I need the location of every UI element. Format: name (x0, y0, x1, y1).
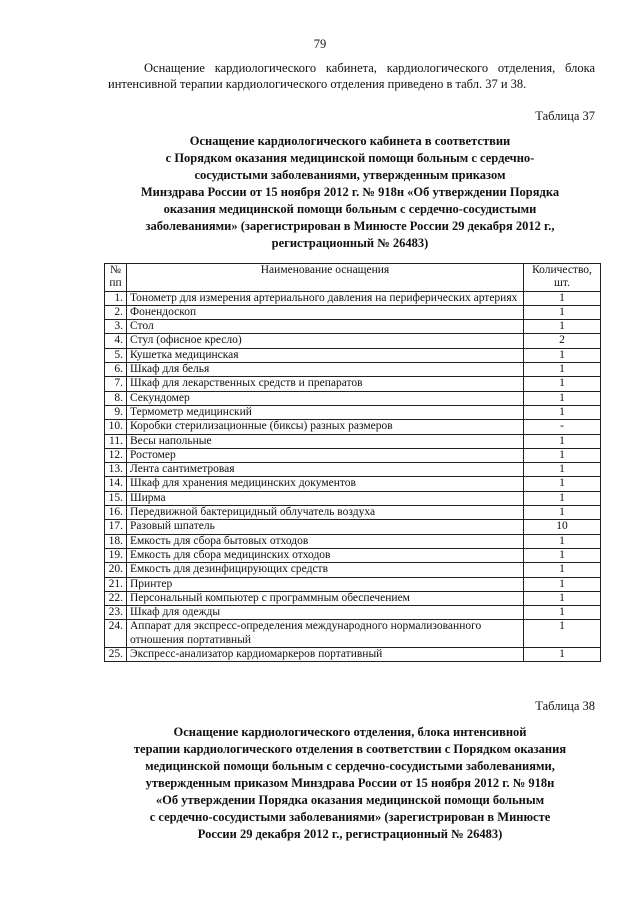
row-number: 19. (105, 548, 127, 562)
table-38-title (100, 724, 600, 843)
row-name: Принтер (127, 577, 524, 591)
row-name: Фонендоскоп (127, 305, 524, 319)
table-row (105, 534, 601, 548)
row-number: 25. (105, 648, 127, 662)
header-name: Наименование оснащения (127, 264, 524, 292)
row-quantity: 1 (524, 348, 601, 362)
row-name: Кушетка медицинская (127, 348, 524, 362)
table-38-title-line: медицинской помощи больным с сердечно-сосудистыми заболеваниями, (145, 759, 555, 773)
row-number: 1. (105, 291, 127, 305)
row-quantity: 1 (524, 377, 601, 391)
row-quantity: 1 (524, 506, 601, 520)
row-quantity: 1 (524, 434, 601, 448)
table-row (105, 506, 601, 520)
row-quantity: 1 (524, 534, 601, 548)
table-37-title-line: регистрационный № 26483) (271, 236, 429, 250)
table-header-row (105, 264, 601, 292)
row-name: Стол (127, 320, 524, 334)
row-quantity: 1 (524, 491, 601, 505)
row-number: 15. (105, 491, 127, 505)
row-quantity: 1 (524, 620, 601, 648)
table-row (105, 477, 601, 491)
header-num-line1: № (110, 264, 121, 276)
header-num (105, 264, 127, 292)
table-37-title-line: Минздрава России от 15 ноября 2012 г. № 918н «Об утверждении Порядка (140, 185, 560, 199)
row-number: 21. (105, 577, 127, 591)
page-number: 79 (313, 37, 327, 51)
row-quantity: 1 (524, 291, 601, 305)
row-name: Шкаф для белья (127, 363, 524, 377)
row-number: 11. (105, 434, 127, 448)
row-quantity: 1 (524, 363, 601, 377)
row-name: Шкаф для одежды (127, 606, 524, 620)
row-number: 18. (105, 534, 127, 548)
row-quantity: 1 (524, 405, 601, 419)
table-38-label: Таблица 38 (535, 699, 595, 713)
row-name: Тонометр для измерения артериального давления на периферических артериях (127, 291, 524, 305)
row-number: 2. (105, 305, 127, 319)
table-row (105, 377, 601, 391)
row-name: Секундомер (127, 391, 524, 405)
row-quantity: 1 (524, 648, 601, 662)
table-row (105, 291, 601, 305)
row-name: Емкость для сбора бытовых отходов (127, 534, 524, 548)
table-row (105, 320, 601, 334)
table-row (105, 491, 601, 505)
row-quantity: - (524, 420, 601, 434)
row-name: Весы напольные (127, 434, 524, 448)
header-qty (524, 264, 601, 292)
table-38-title-line: Оснащение кардиологического отделения, блока интенсивной (173, 725, 527, 739)
table-37-title-line: заболеваниями» (зарегистрирован в Минюсте России 29 декабря 2012 г., (145, 219, 555, 233)
row-number: 8. (105, 391, 127, 405)
row-name: Аппарат для экспресс-определения международного нормализованного отношения портативный (127, 620, 524, 648)
row-number: 17. (105, 520, 127, 534)
row-number: 6. (105, 363, 127, 377)
table-row (105, 463, 601, 477)
row-quantity: 2 (524, 334, 601, 348)
row-quantity: 1 (524, 563, 601, 577)
table-row (105, 405, 601, 419)
table-37-title-line: с Порядком оказания медицинской помощи больным с сердечно- (165, 151, 535, 165)
table-row (105, 420, 601, 434)
row-number: 14. (105, 477, 127, 491)
table-row (105, 334, 601, 348)
table-row (105, 448, 601, 462)
row-name: Стул (офисное кресло) (127, 334, 524, 348)
row-name: Экспресс-анализатор кардиомаркеров портативный (127, 648, 524, 662)
table-row (105, 391, 601, 405)
row-name: Шкаф для лекарственных средств и препаратов (127, 377, 524, 391)
row-number: 20. (105, 563, 127, 577)
table-row (105, 548, 601, 562)
row-quantity: 1 (524, 305, 601, 319)
table-row (105, 305, 601, 319)
header-qty-line1: Количество, (532, 264, 592, 276)
header-qty-line2: шт. (554, 277, 570, 290)
table-37-title-line: оказания медицинской помощи больным с сердечно-сосудистыми (163, 202, 537, 216)
table-37-title-line: Оснащение кардиологического кабинета в соответствии (189, 134, 511, 148)
row-quantity: 10 (524, 520, 601, 534)
table-38-title-line: с сердечно-сосудистыми заболеваниями» (зарегистрирован в Минюсте (149, 810, 551, 824)
row-quantity: 1 (524, 477, 601, 491)
row-name: Персональный компьютер с программным обеспечением (127, 591, 524, 605)
row-quantity: 1 (524, 320, 601, 334)
row-quantity: 1 (524, 548, 601, 562)
row-name: Передвижной бактерицидный облучатель воздуха (127, 506, 524, 520)
table-row (105, 648, 601, 662)
row-name: Емкость для дезинфицирующих средств (127, 563, 524, 577)
row-number: 22. (105, 591, 127, 605)
row-quantity: 1 (524, 606, 601, 620)
table-37-title-line: сосудистыми заболеваниями, утвержденным приказом (194, 168, 506, 182)
table-37-title (100, 133, 600, 252)
row-quantity: 1 (524, 463, 601, 477)
table-row (105, 363, 601, 377)
row-name: Лента сантиметровая (127, 463, 524, 477)
row-name: Коробки стерилизационные (биксы) разных размеров (127, 420, 524, 434)
row-name: Емкость для сбора медицинских отходов (127, 548, 524, 562)
table-row (105, 620, 601, 648)
table-row (105, 348, 601, 362)
row-number: 10. (105, 420, 127, 434)
table-38-title-line: России 29 декабря 2012 г., регистрационный № 26483) (197, 827, 503, 841)
row-number: 4. (105, 334, 127, 348)
row-number: 12. (105, 448, 127, 462)
row-number: 16. (105, 506, 127, 520)
row-number: 3. (105, 320, 127, 334)
row-name: Шкаф для хранения медицинских документов (127, 477, 524, 491)
row-quantity: 1 (524, 391, 601, 405)
row-number: 9. (105, 405, 127, 419)
row-name: Ростомер (127, 448, 524, 462)
row-quantity: 1 (524, 577, 601, 591)
row-number: 7. (105, 377, 127, 391)
row-number: 13. (105, 463, 127, 477)
row-quantity: 1 (524, 591, 601, 605)
row-number: 5. (105, 348, 127, 362)
table-row (105, 434, 601, 448)
row-name: Ширма (127, 491, 524, 505)
table-row (105, 606, 601, 620)
table-row (105, 520, 601, 534)
row-number: 23. (105, 606, 127, 620)
table-38-title-line: терапии кардиологического отделения в соответствии с Порядком оказания (133, 742, 567, 756)
table-37-label: Таблица 37 (535, 109, 595, 123)
table-row (105, 577, 601, 591)
table-38-title-line: «Об утверждении Порядка оказания медицинской помощи больным (155, 793, 545, 807)
table-38-title-line: утвержденным приказом Минздрава России от 15 ноября 2012 г. № 918н (145, 776, 555, 790)
table-row (105, 563, 601, 577)
table-row (105, 591, 601, 605)
row-quantity: 1 (524, 448, 601, 462)
intro-paragraph: Оснащение кардиологического кабинета, кардиологического отделения, блока интенсивной терапии кардиологического отделения приведено в табл. 37 и 38. (108, 61, 595, 91)
row-name: Термометр медицинский (127, 405, 524, 419)
row-name: Разовый шпатель (127, 520, 524, 534)
equipment-table (104, 263, 601, 662)
equipment-table-body (105, 291, 601, 662)
row-number: 24. (105, 620, 127, 648)
header-num-line2: пп (109, 277, 122, 290)
